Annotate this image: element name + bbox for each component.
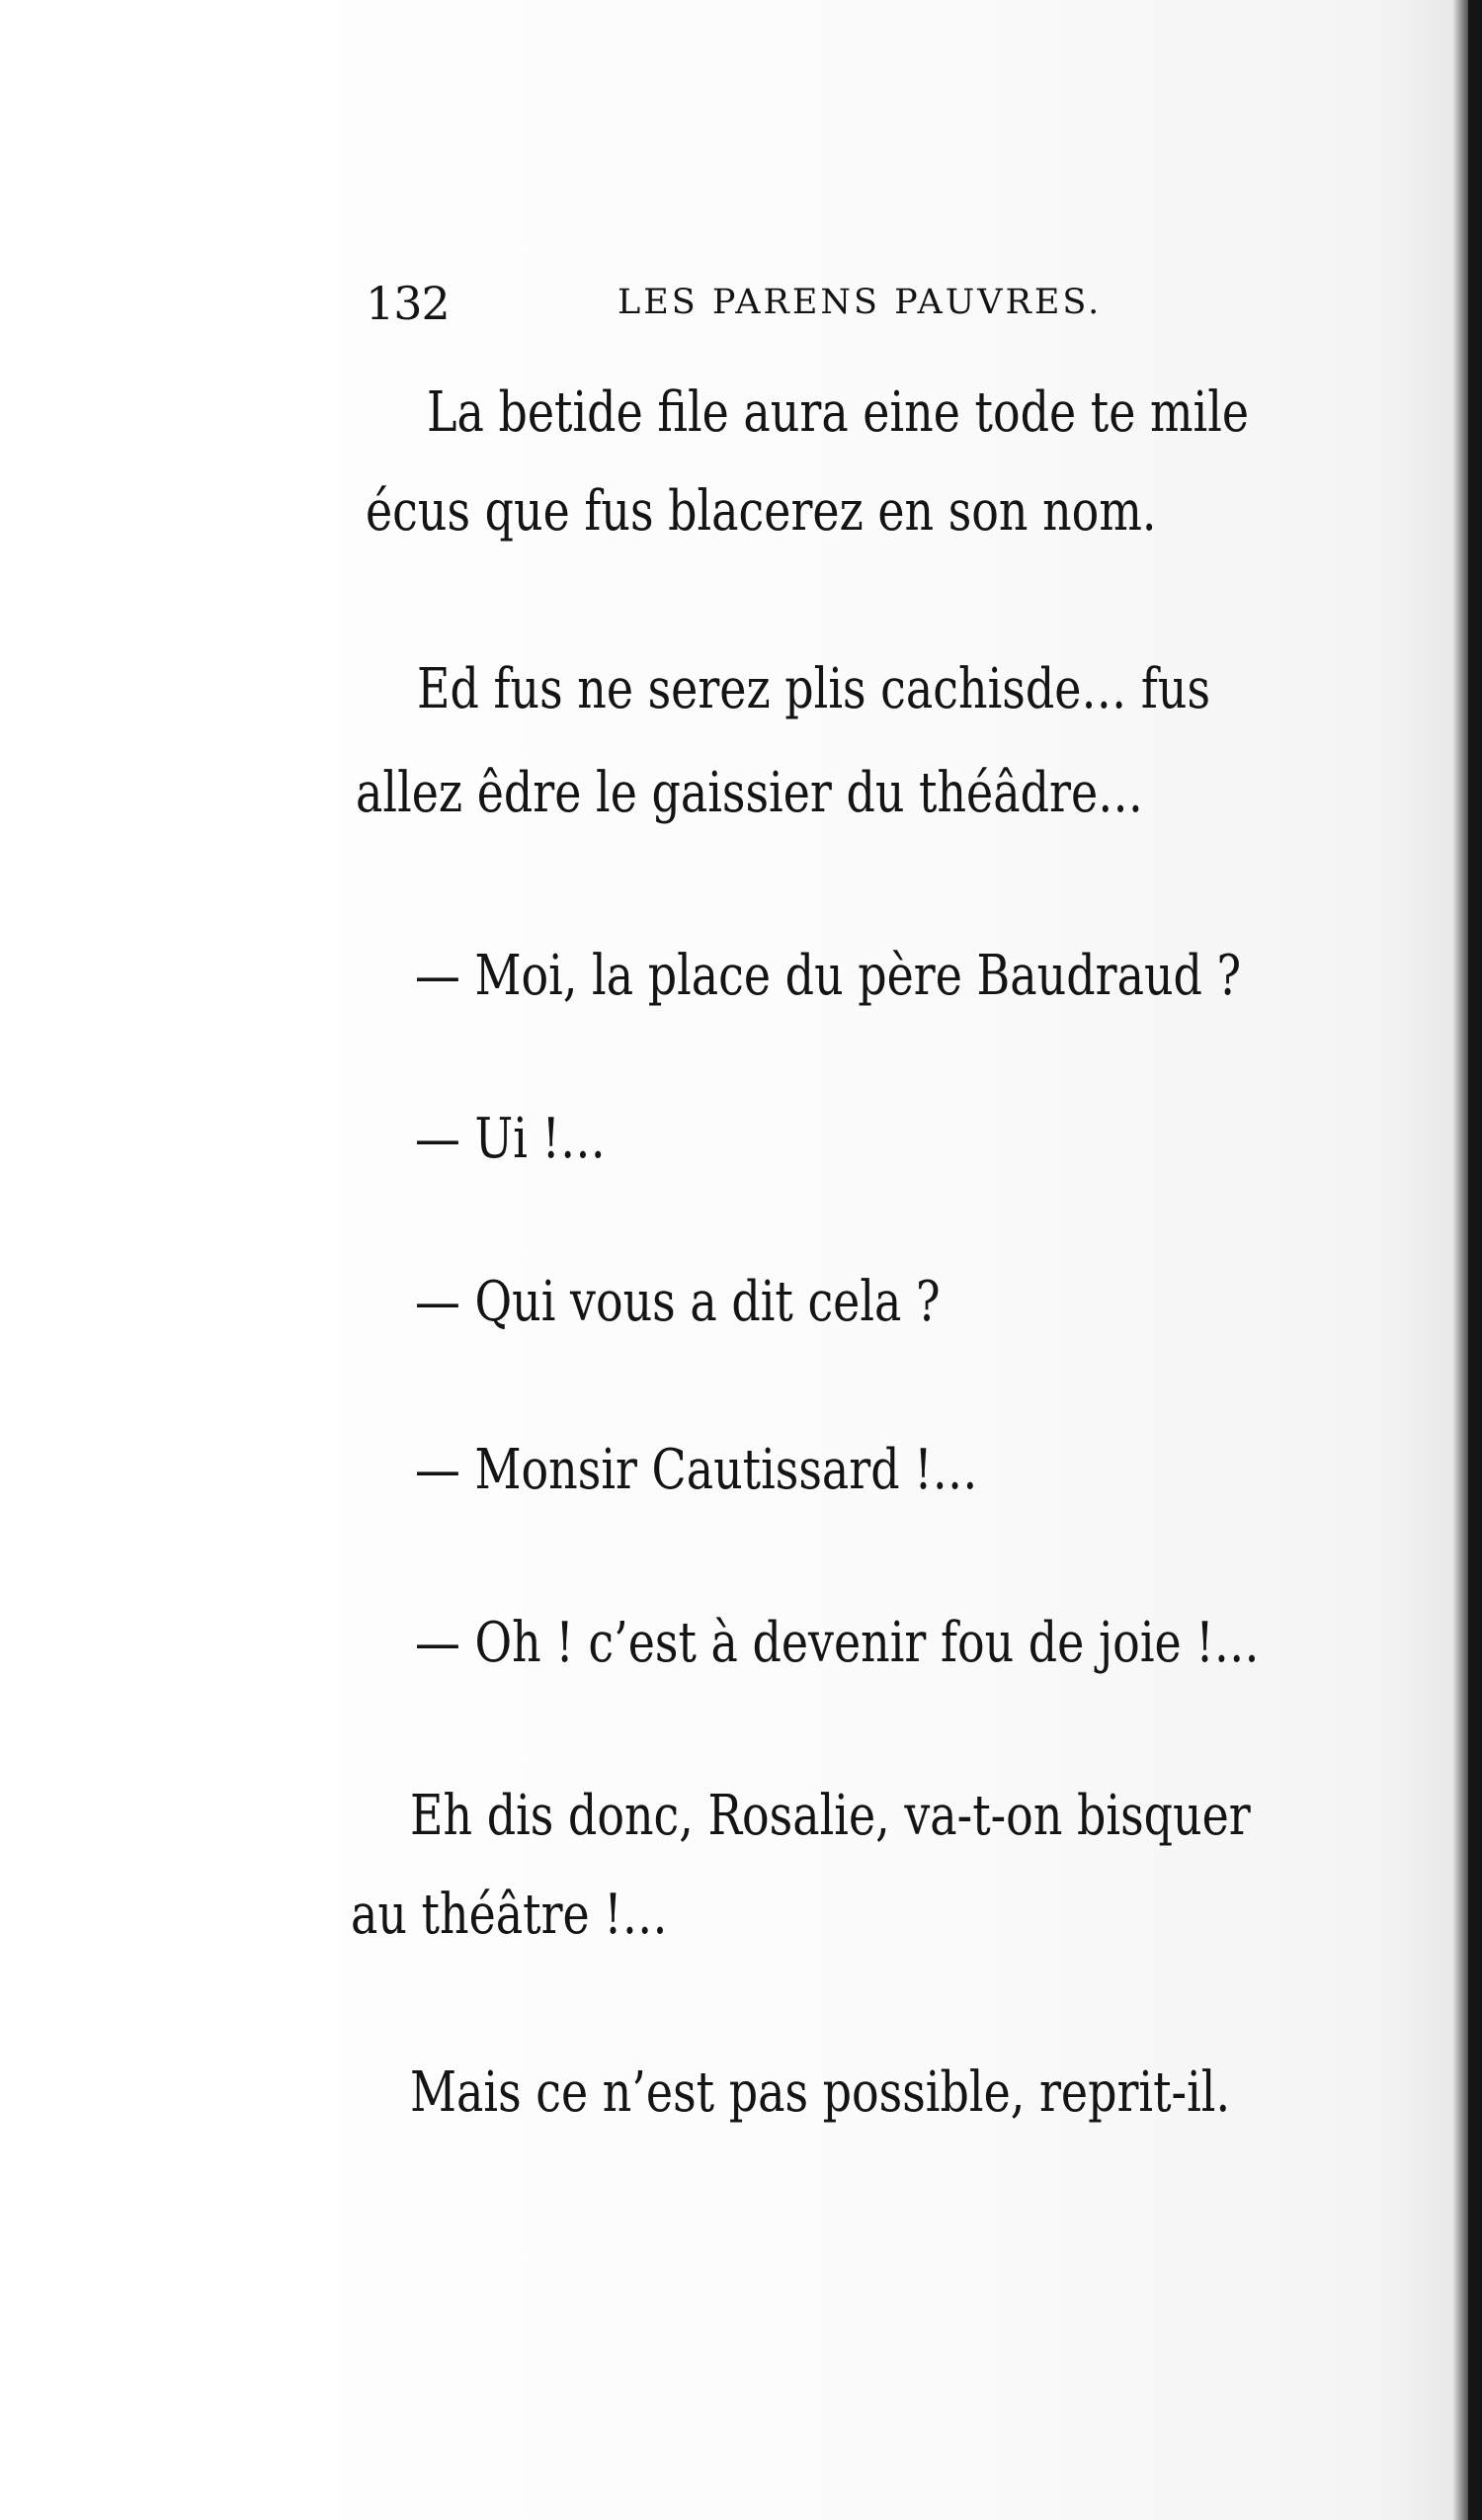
text-line: — Ui !… xyxy=(415,1107,606,1171)
text-line: au théâtre !… xyxy=(351,1883,668,1947)
text-line: — Moi, la place du père Baudraud ? xyxy=(415,944,1242,1008)
text-line: Ed fus ne serez plis cachisde… fus xyxy=(417,657,1211,721)
text-line: écus que fus blacerez en son nom. xyxy=(366,479,1157,544)
page-number: 132 xyxy=(366,277,450,330)
page-spine-shadow xyxy=(1468,0,1482,2520)
page-header xyxy=(366,277,1126,346)
text-line: — Monsir Cautissard !… xyxy=(415,1438,978,1502)
text-line: allez êdre le gaissier du théâdre… xyxy=(356,761,1144,825)
text-line: La betide file aura eine tode te mile xyxy=(427,380,1250,445)
text-line: — Oh ! c’est à devenir fou de joie !… xyxy=(415,1611,1260,1675)
running-head: LES PARENS PAUVRES. xyxy=(618,283,1103,322)
text-line: Mais ce n’est pas possible, reprit-il. xyxy=(410,2060,1231,2125)
text-line: — Qui vous a dit cela ? xyxy=(415,1270,941,1334)
text-line: Eh dis donc, Rosalie, va-t-on bisquer xyxy=(410,1784,1251,1848)
